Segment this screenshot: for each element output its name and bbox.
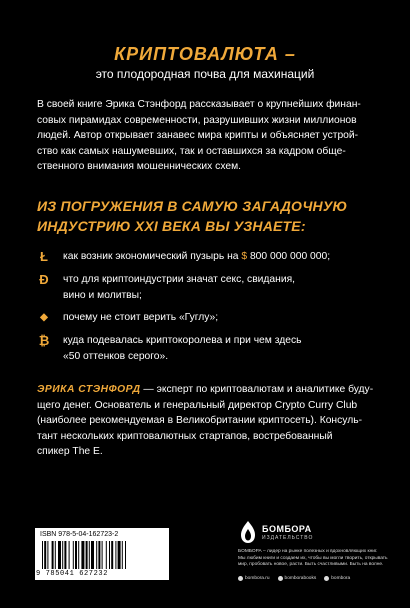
litecoin-icon: Ł	[40, 249, 48, 264]
publisher-socials	[238, 576, 398, 581]
intro-paragraph	[37, 97, 377, 175]
intro-line: В своей книге Эрика Стэнфорд рассказывает о крупнейших финан-	[37, 99, 361, 110]
item-amount: 800 000 000 000;	[247, 251, 331, 262]
social-link[interactable]	[324, 576, 350, 581]
item-text: куда подевалась криптокоролева и при чем здесь	[63, 335, 302, 346]
globe-icon	[238, 576, 243, 581]
dogecoin-icon: Đ	[39, 272, 49, 287]
item-text: что для криптоиндустрии значат секс, свидания,	[63, 274, 296, 285]
item-text: почему не стоит верить «Гуглу»;	[63, 312, 219, 323]
isbn-label: ISBN 978-5-04-162723-2	[40, 531, 119, 538]
item-text: как возник экономический пузырь на	[63, 251, 242, 262]
blurb-line: мир, пробовать новое, расти. Быть счастливыми. Быть на волне.	[238, 562, 384, 567]
author-name: ЭРИКА СТЭНФОРД	[37, 384, 141, 395]
cover-title: КРИПТОВАЛЮТА –	[114, 44, 296, 64]
bombora-logo-icon	[238, 520, 258, 544]
publisher-blurb	[238, 549, 388, 569]
social-label: bomborabooks	[284, 576, 317, 581]
item-text-cont: «50 оттенков серого».	[63, 350, 169, 362]
author-bio-line: (наиболее рекомендуемая в Великобритании криптосеть). Консуль-	[37, 415, 362, 427]
intro-line: людей. Автор открывает занавес мира крипты и объясняет устрой-	[37, 130, 359, 142]
learn-heading	[37, 196, 377, 236]
dollar-sign: $	[241, 251, 248, 262]
item-text-cont: вино и молитвы;	[63, 289, 142, 301]
author-bio-line: спикер The E.	[37, 446, 103, 458]
cover-subtitle: это плодородная почва для махинаций	[95, 67, 315, 81]
author-bio-line: щего денег. Основатель и генеральный директор Crypto Curry Club	[37, 399, 358, 411]
telegram-icon	[324, 576, 329, 581]
barcode-icon	[40, 541, 164, 571]
bitcoin-icon: ₿	[38, 333, 50, 348]
intro-line: ство как самых нашумевших, так и оставшихся за кадром обще-	[37, 145, 346, 157]
blurb-line: Мы любим книги и создаем их, чтобы вы могли творить, открывать	[238, 555, 388, 561]
publisher-brand-sub: ИЗДАТЕЛЬСТВО	[262, 535, 314, 541]
author-bio-text: — эксперт по криптовалютам и аналитике буду-	[140, 384, 374, 395]
intro-line: ственного внимания мошеннических схем.	[37, 161, 242, 173]
ethereum-icon: ◆	[40, 312, 48, 323]
learn-heading-line: ИНДУСТРИЮ XXI ВЕКА ВЫ УЗНАЕТЕ:	[37, 218, 306, 234]
author-bio	[37, 382, 377, 460]
author-bio-line: тант нескольких криптовалютных стартапов, востребованный	[37, 430, 333, 442]
social-label: bombora.ru	[245, 576, 270, 581]
vk-icon	[278, 576, 283, 581]
blurb-line: БОМБОРА – лидер на рынке полезных и вдохновляющих книг.	[238, 549, 378, 554]
barcode-digits: 9 785041 627232	[36, 570, 109, 578]
social-link[interactable]	[238, 576, 270, 581]
intro-line: совых пирамидах современности, разрушивших жизни миллионов	[37, 114, 357, 126]
social-label: bombora	[331, 576, 351, 581]
social-link[interactable]	[278, 576, 317, 581]
publisher-brand: БОМБОРА	[262, 524, 312, 534]
learn-heading-line: ИЗ ПОГРУЖЕНИЯ В САМУЮ ЗАГАДОЧНУЮ	[37, 198, 348, 214]
